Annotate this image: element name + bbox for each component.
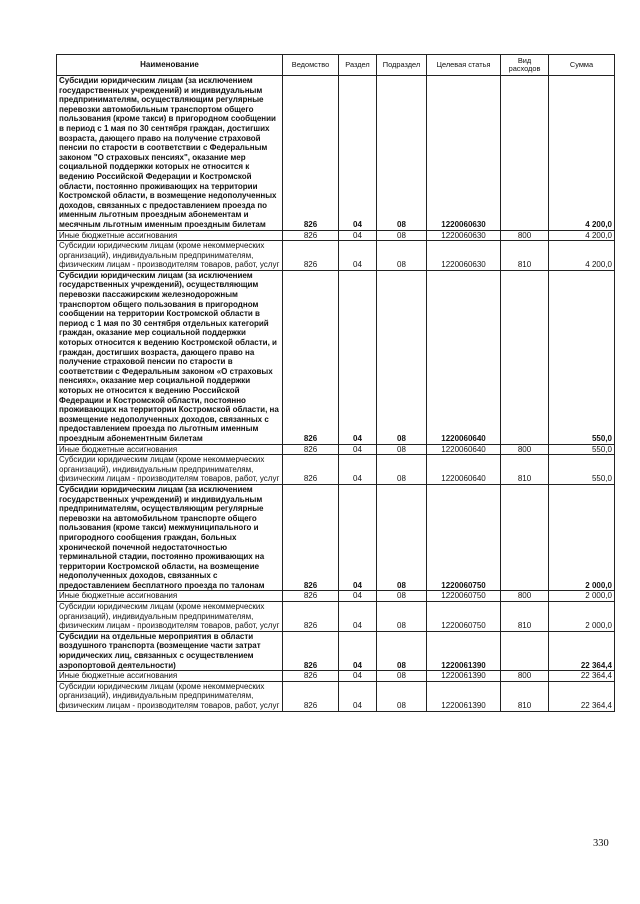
cell-section: 04 [339,681,377,711]
table-row [57,455,615,485]
cell-amount: 22 364,4 [549,681,615,711]
cell-name: Субсидии юридическим лицам (кроме некоммерческих организаций), индивидуальным предпринимателям, физическим лицам - производителям товаров, работ, услуг [57,455,283,485]
cell-dept: 826 [283,602,339,632]
cell-subsection: 08 [377,76,427,231]
cell-amount: 4 200,0 [549,230,615,241]
table-row [57,591,615,602]
cell-dept: 826 [283,671,339,682]
table-row [57,631,615,670]
cell-target: 1220060630 [427,241,501,271]
budget-table [56,54,615,712]
cell-dept: 826 [283,270,339,444]
cell-target: 1220060630 [427,76,501,231]
cell-target: 1220060640 [427,444,501,455]
cell-dept: 826 [283,631,339,670]
cell-subsection: 08 [377,671,427,682]
cell-target: 1220061390 [427,631,501,670]
cell-dept: 826 [283,591,339,602]
cell-section: 04 [339,230,377,241]
cell-section: 04 [339,270,377,444]
cell-amount: 2 000,0 [549,484,615,591]
cell-exp-type: 800 [501,591,549,602]
cell-amount: 4 200,0 [549,76,615,231]
cell-subsection: 08 [377,241,427,271]
cell-subsection: 08 [377,681,427,711]
cell-section: 04 [339,591,377,602]
table-body [57,76,615,712]
cell-section: 04 [339,631,377,670]
cell-section: 04 [339,602,377,632]
cell-target: 1220061390 [427,681,501,711]
cell-amount: 4 200,0 [549,241,615,271]
cell-name: Субсидии юридическим лицам (за исключением государственных учреждений), осуществляющим перевозки пассажирским железнодорожным транспортом общего пользования в пригородном сообщении на территории Костромской области в период с 1 мая по 30 сентября отдельных категорий граждан, оказание мер социальной поддержки которых относится к ведению Костромской области, и граждан, достигших возраста, дающего право на получение страховой пенсии по старости в соответствии с Федеральным законом «О страховых пенсиях», оказание мер социальной поддержки которых не относится к ведению Российской Федерации и Костромской области, постоянно проживающих на территории Костромской области, на возмещение недополученных доходов, связанных с предоставлением проезда по льготным именным проездным абонементным билетам [57,270,283,444]
cell-exp-type: 800 [501,230,549,241]
cell-amount: 550,0 [549,444,615,455]
cell-name: Субсидии на отдельные мероприятия в области воздушного транспорта (возмещение части затрат юридических лиц, связанных с осуществлением аэропортовой деятельности) [57,631,283,670]
cell-exp-type [501,76,549,231]
cell-amount: 22 364,4 [549,631,615,670]
cell-dept: 826 [283,241,339,271]
cell-dept: 826 [283,230,339,241]
cell-section: 04 [339,241,377,271]
cell-subsection: 08 [377,444,427,455]
cell-subsection: 08 [377,631,427,670]
cell-name: Субсидии юридическим лицам (кроме некоммерческих организаций), индивидуальным предпринимателям, физическим лицам - производителям товаров, работ, услуг [57,241,283,271]
cell-name: Иные бюджетные ассигнования [57,444,283,455]
cell-section: 04 [339,671,377,682]
cell-amount: 2 000,0 [549,591,615,602]
cell-subsection: 08 [377,602,427,632]
cell-subsection: 08 [377,591,427,602]
header-amount: Сумма [549,55,615,76]
cell-exp-type: 800 [501,444,549,455]
header-dept: Ведомство [283,55,339,76]
cell-exp-type: 810 [501,602,549,632]
cell-name: Субсидии юридическим лицам (кроме некоммерческих организаций), индивидуальным предпринимателям, физическим лицам - производителям товаров, работ, услуг [57,602,283,632]
cell-dept: 826 [283,484,339,591]
cell-amount: 2 000,0 [549,602,615,632]
cell-exp-type [501,484,549,591]
page-number: 330 [593,838,609,849]
header-name: Наименование [57,55,283,76]
cell-section: 04 [339,455,377,485]
table-row [57,241,615,271]
cell-exp-type: 800 [501,671,549,682]
cell-section: 04 [339,444,377,455]
cell-target: 1220060750 [427,484,501,591]
cell-name: Субсидии юридическим лицам (за исключением государственных учреждений) и индивидуальным предпринимателям, осуществляющим регулярные перевозки на автомобильном транспорте общего пользования (кроме такси) межмуниципального и пригородного сообщения граждан, больных хронической почечной недостаточностью терминальной стадии, постоянно проживающих на территории Костромской области, на возмещение недополученных доходов, связанных с предоставлением бесплатного проезда по талонам [57,484,283,591]
cell-name: Субсидии юридическим лицам (за исключением государственных учреждений) и индивидуальным предпринимателям, осуществляющим регулярные перевозки автомобильным транспортом общего пользования (кроме такси) в пригородном сообщении в период с 1 мая по 30 сентября граждан, достигших возраста, дающего право на получение страховой пенсии по старости в соответствии с Федеральным законом "О страховых пенсиях", оказание мер социальной поддержки которых не относится к ведению Российской Федерации и Костромской области, постоянно проживающих на территории Костромской области, в возмещение недополученных доходов, связанных с предоставлением проезда по именным льготным проездным абонементам и месячным льготным именным проездным билетам [57,76,283,231]
cell-target: 1220060750 [427,602,501,632]
cell-target: 1220060640 [427,455,501,485]
cell-section: 04 [339,484,377,591]
table-header-row [57,55,615,76]
table-row [57,270,615,444]
cell-exp-type [501,631,549,670]
cell-target: 1220060750 [427,591,501,602]
cell-exp-type: 810 [501,455,549,485]
table-row [57,444,615,455]
budget-table-sheet [56,54,614,712]
cell-dept: 826 [283,444,339,455]
header-subsection: Подраздел [377,55,427,76]
table-row [57,681,615,711]
header-target: Целевая статья [427,55,501,76]
table-row [57,484,615,591]
table-row [57,230,615,241]
cell-dept: 826 [283,76,339,231]
table-row [57,76,615,231]
table-row [57,602,615,632]
header-exp-type: Вид расходов [501,55,549,76]
cell-dept: 826 [283,455,339,485]
cell-amount: 22 364,4 [549,671,615,682]
cell-target: 1220060640 [427,270,501,444]
cell-amount: 550,0 [549,270,615,444]
cell-exp-type: 810 [501,241,549,271]
cell-section: 04 [339,76,377,231]
cell-subsection: 08 [377,270,427,444]
cell-name: Субсидии юридическим лицам (кроме некоммерческих организаций), индивидуальным предпринимателям, физическим лицам - производителям товаров, работ, услуг [57,681,283,711]
cell-name: Иные бюджетные ассигнования [57,591,283,602]
cell-target: 1220061390 [427,671,501,682]
cell-name: Иные бюджетные ассигнования [57,230,283,241]
cell-exp-type: 810 [501,681,549,711]
header-section: Раздел [339,55,377,76]
cell-subsection: 08 [377,230,427,241]
cell-dept: 826 [283,681,339,711]
cell-amount: 550,0 [549,455,615,485]
cell-name: Иные бюджетные ассигнования [57,671,283,682]
cell-exp-type [501,270,549,444]
cell-subsection: 08 [377,455,427,485]
table-row [57,671,615,682]
cell-target: 1220060630 [427,230,501,241]
cell-subsection: 08 [377,484,427,591]
